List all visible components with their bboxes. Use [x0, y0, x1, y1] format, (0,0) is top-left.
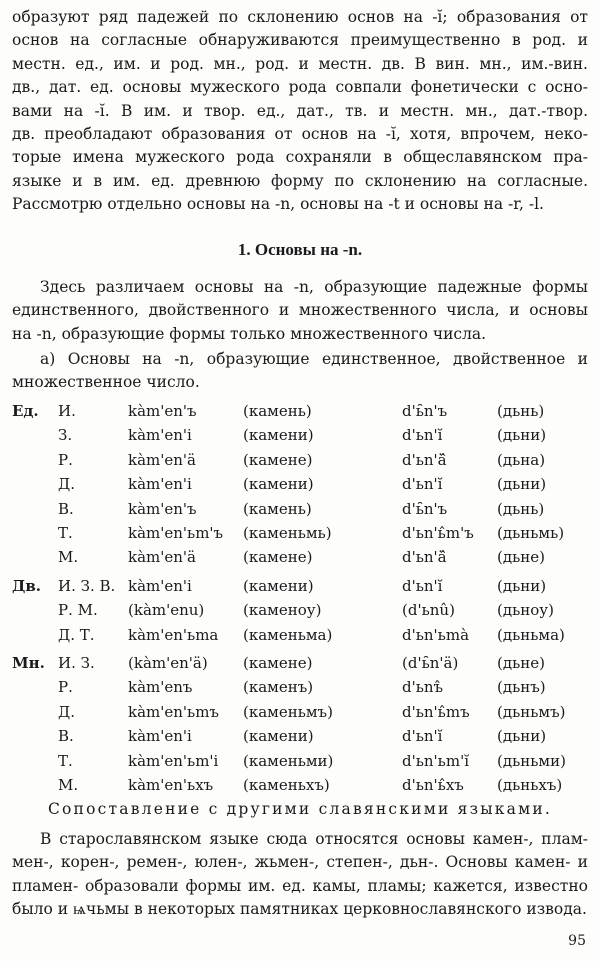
- case-label: Р.: [58, 678, 73, 697]
- stone-cyrillic: (каменьмь): [243, 524, 332, 542]
- stone-transcription: kàm'en'ьma: [128, 625, 219, 644]
- stone-transcription: (kàm'en'ä): [128, 654, 208, 672]
- day-cyrillic: (дьньмь): [497, 524, 565, 542]
- case-label: И. З.: [58, 654, 95, 672]
- intro-paragraph: [12, 6, 588, 217]
- table-row: [0, 626, 600, 650]
- table-row: [0, 475, 600, 499]
- case-label: И. З. В.: [58, 576, 116, 595]
- day-transcription: d'ь̑n'ъ: [402, 499, 448, 518]
- stone-transcription: kàm'en'i: [128, 475, 192, 494]
- day-transcription: d'ьnъ̂: [402, 678, 444, 697]
- day-transcription: (d'ь̑n'ä): [402, 654, 459, 672]
- case-label: Д.: [58, 475, 75, 494]
- day-transcription: d'ьn'ь̂mъ: [402, 702, 470, 721]
- table-row: [0, 426, 600, 450]
- day-cyrillic: (дьньма): [497, 625, 565, 644]
- day-cyrillic: (дьни): [497, 475, 547, 494]
- stone-cyrillic: (камене): [243, 450, 313, 469]
- stone-transcription: kàm'en'i: [128, 727, 192, 746]
- day-cyrillic: (дьни): [497, 426, 547, 445]
- day-transcription: d'ьn'ь̂m'ъ: [402, 524, 474, 542]
- day-cyrillic: (дьньмъ): [497, 702, 566, 721]
- stone-transcription: kàm'en'ъ: [128, 499, 197, 518]
- section-paragraph-2: [12, 348, 588, 395]
- case-label: В.: [58, 499, 74, 518]
- table-row: [0, 727, 600, 751]
- case-label: З.: [58, 426, 73, 445]
- day-transcription: d'ь̑n'ъ: [402, 402, 448, 420]
- day-cyrillic: (дьньхъ): [497, 776, 563, 794]
- day-transcription: d'ьn'ь̂xъ: [402, 776, 464, 794]
- day-transcription: d'ьn'ĭ: [402, 475, 443, 494]
- table-row: [0, 524, 600, 548]
- stone-cyrillic: (каменъ): [243, 678, 314, 697]
- stone-transcription: (kàm'enu): [128, 601, 205, 620]
- number-label: Мн.: [12, 654, 45, 672]
- stone-cyrillic: (камени): [243, 426, 314, 445]
- page-number: 95: [568, 933, 586, 949]
- comparison-paragraph: [12, 828, 588, 922]
- text-line: а) Основы на -n, образующие единственное, двойственное и: [40, 350, 588, 368]
- text-line: местн. ед., им. и род. мн., род. и местн. дв. В вин. мн., им.-вин.: [12, 54, 588, 73]
- day-cyrillic: (дьноу): [497, 601, 554, 620]
- section-paragraph-1: [12, 276, 588, 346]
- table-row: [0, 776, 600, 800]
- case-label: Т.: [58, 751, 73, 770]
- stone-cyrillic: (каменьхъ): [243, 776, 330, 794]
- case-label: И.: [58, 402, 76, 420]
- table-row: [0, 402, 600, 426]
- stone-cyrillic: (камени): [243, 576, 314, 595]
- text-line: было и ѩчьмы в некоторых памятниках церковнославянского извода.: [12, 900, 587, 919]
- day-transcription: (d'ьnû): [402, 601, 455, 620]
- text-line: образуют ряд падежей по склонению основ на -ĭ; образования от: [12, 8, 588, 26]
- stone-transcription: kàm'en'ьmъ: [128, 702, 219, 721]
- case-label: М.: [58, 548, 79, 567]
- day-transcription: d'ьn'ĭ: [402, 576, 443, 595]
- day-cyrillic: (дьнъ): [497, 678, 546, 697]
- text-line: вами на -ĭ. В им. и твор. ед., дат., тв. и местн. мн., дат.-твор.: [12, 101, 588, 120]
- day-cyrillic: (дьне): [497, 654, 545, 672]
- table-row: [0, 548, 600, 572]
- text-line: Здесь различаем основы на -n, образующие падежные формы: [40, 278, 588, 296]
- comparison-title: Сопоставление с другими славянскими языками.: [47, 800, 553, 818]
- day-transcription: d'ьn'ĭ: [402, 426, 443, 445]
- day-cyrillic: (дьна): [497, 450, 546, 469]
- table-row: [0, 678, 600, 702]
- stone-cyrillic: (каменьма): [243, 625, 333, 644]
- stone-transcription: kàm'en'i: [128, 576, 192, 595]
- day-transcription: d'ьn'ä̂: [402, 450, 447, 469]
- table-row: [0, 500, 600, 524]
- day-cyrillic: (дьнь): [497, 499, 545, 518]
- stone-transcription: kàm'en'ьxъ: [128, 776, 214, 794]
- table-row: [0, 601, 600, 625]
- text-line: пламен- образовали формы им. ед. камы, пламы; кажется, известно: [12, 876, 588, 895]
- text-line: языке и в им. ед. древнюю форму по склонению на согласные.: [12, 171, 588, 190]
- text-line: дв., дат. ед. основы мужеского рода совпали фонетически с осно-: [12, 78, 588, 97]
- case-label: В.: [58, 727, 74, 746]
- stone-transcription: kàm'en'i: [128, 426, 192, 445]
- number-label: Ед.: [12, 402, 39, 420]
- text-line: В старославянском языке сюда относятся основы камен-, плам-: [40, 830, 588, 848]
- stone-cyrillic: (камень): [243, 402, 312, 420]
- stone-cyrillic: (камени): [243, 727, 314, 746]
- stone-transcription: kàm'en'ä: [128, 450, 196, 469]
- text-line: торые имена мужеского рода сохраняли в общеславянском пра-: [12, 148, 588, 167]
- stone-cyrillic: (каменьми): [243, 751, 334, 770]
- text-line: на -n, образующие формы только множественного числа.: [12, 324, 487, 343]
- stone-cyrillic: (каменьмъ): [243, 702, 333, 721]
- day-cyrillic: (дьне): [497, 548, 545, 567]
- day-transcription: d'ьn'ьmà: [402, 625, 470, 644]
- stone-transcription: kàm'en'ä: [128, 548, 196, 567]
- stone-cyrillic: (камени): [243, 475, 314, 494]
- stone-transcription: kàm'enъ: [128, 678, 193, 697]
- day-transcription: d'ьn'ьm'ĭ: [402, 751, 469, 770]
- table-row: [0, 451, 600, 475]
- case-label: Т.: [58, 524, 73, 542]
- case-label: Р. М.: [58, 601, 98, 620]
- text-line: дв. преобладают образования от основ на -ĭ, хотя, впрочем, неко-: [12, 125, 588, 144]
- day-cyrillic: (дьни): [497, 727, 547, 746]
- day-cyrillic: (дьни): [497, 576, 547, 595]
- text-line: Рассмотрю отдельно основы на -n, основы на -t и основы на -r, -l.: [12, 195, 544, 214]
- text-line: мен-, корен-, ремен-, юлен-, жьмен-, степен-, дьн-. Основы камен- и: [12, 853, 588, 872]
- day-cyrillic: (дьньми): [497, 751, 566, 770]
- day-transcription: d'ьn'ĭ: [402, 727, 443, 746]
- day-transcription: d'ьn'ä̂: [402, 548, 447, 567]
- table-row: [0, 752, 600, 776]
- table-row: [0, 654, 600, 678]
- case-label: Р.: [58, 450, 73, 469]
- case-label: Д.: [58, 702, 75, 721]
- stone-cyrillic: (камене): [243, 548, 313, 567]
- stone-transcription: kàm'en'ъ: [128, 402, 197, 420]
- text-line: основ на согласные обнаруживаются преимущественно в род. и: [12, 31, 588, 50]
- stone-transcription: kàm'en'ьm'i: [128, 751, 219, 770]
- stone-cyrillic: (камень): [243, 499, 312, 518]
- day-cyrillic: (дьнь): [497, 402, 545, 420]
- table-row: [0, 577, 600, 601]
- text-line: множественное число.: [12, 373, 200, 392]
- table-row: [0, 703, 600, 727]
- case-label: Д. Т.: [58, 625, 95, 644]
- stone-cyrillic: (каменоу): [243, 601, 322, 620]
- case-label: М.: [58, 776, 79, 794]
- stone-transcription: kàm'en'ьm'ъ: [128, 524, 224, 542]
- section-title: 1. Основы на -n.: [237, 240, 363, 259]
- number-label: Дв.: [12, 576, 41, 595]
- stone-cyrillic: (камене): [243, 654, 313, 672]
- text-line: единственного, двойственного и множественного числа, и основы: [12, 301, 588, 320]
